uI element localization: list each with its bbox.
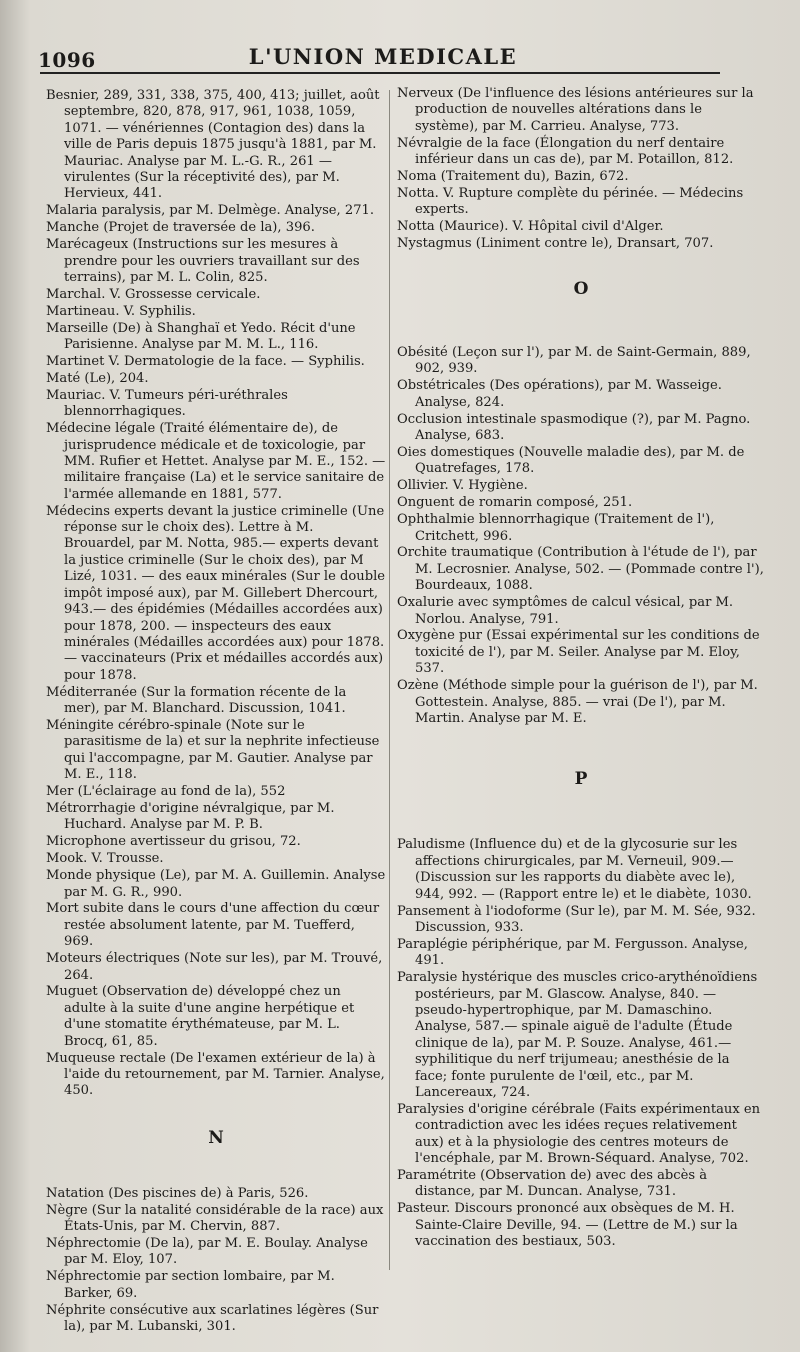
index-entry: Ollivier. V. Hygiène. xyxy=(397,478,528,494)
index-entry: Médecine légale (Traité élémentaire de), de jurisprudence médicale et de toxicologie, par MM. Rufier et Hettet. Analyse par M. E., 152. —militaire française (La) et le service sanitaire de l'armée allemande en 1881, 577. xyxy=(46,421,386,502)
index-entry: Marchal. V. Grossesse cervicale. xyxy=(46,286,261,302)
section-letter-p: P xyxy=(574,769,588,790)
column-divider xyxy=(389,90,390,1270)
index-entries-m xyxy=(46,88,386,1100)
index-entry: Notta. V. Rupture complète du périnée. — Médecins experts. xyxy=(397,185,744,218)
index-entry: Néphrectomie (De la), par M. E. Boulay. Analyse par M. Eloy, 107. xyxy=(46,1236,368,1268)
index-entry: Mauriac. V. Tumeurs péri-uréthrales blennorrhagiques. xyxy=(46,387,288,420)
index-entry: Oxalurie avec symptômes de calcul vésical, par M. Norlou. Analyse, 791. xyxy=(397,595,734,627)
index-entry: Méningite cérébro-spinale (Note sur le parasitisme de la) et sur la nephrite infectieuse qui l'accompagne, par M. Gautier. Analyse par M. E., 118. xyxy=(46,717,380,783)
index-entry: Noma (Traitement du), Bazin, 672. xyxy=(397,169,629,185)
index-entry: Besnier, 289, 331, 338, 375, 400, 413; juillet, août septembre, 820, 878, 917, 961, 1038, 1059, 1071. — vénériennes (Contagion des) dans la ville de Paris depuis 1875 jusqu'à 1881, par M. Mauriac. Analyse par M. L.-G. R., 261 — virulentes (Sur la réceptivité des), par M. Hervieux, 441. xyxy=(46,88,380,202)
index-entry: Muguet (Observation de) développé chez un adulte à la suite d'une angine herpétique et d'une stomatite érythémateuse, par M. L. Brocq, 61, 85. xyxy=(46,984,355,1049)
index-entry: Paralysies d'origine cérébrale (Faits expérimentaux en contradiction avec les idées reçues relativement aux) et à la physiologie des centres moteurs de l'encéphale, par M. Brown-Séquard. Analyse, 702. xyxy=(397,1101,761,1167)
index-entry: Métrorrhagie d'origine névralgique, par M. Huchard. Analyse par M. P. B. xyxy=(46,800,335,833)
index-entries-n xyxy=(46,1186,386,1336)
index-entry: Orchite traumatique (Contribution à l'étude de l'), par M. Lecrosnier. Analyse, 502. — (Pommade contre l'), Bourdeaux, 1088. xyxy=(397,545,764,594)
running-title: L'UNION MEDICALE xyxy=(248,44,518,69)
index-entry: Monde physique (Le), par M. A. Guillemin. Analyse par M. G. R., 990. xyxy=(46,868,386,900)
left-column xyxy=(46,88,386,1336)
index-entry: Obésité (Leçon sur l'), par M. de Saint-Germain, 889, 902, 939. xyxy=(397,345,751,377)
section-letter-o: O xyxy=(573,279,589,300)
index-entries-n-cont xyxy=(397,86,765,253)
index-entry: Onguent de romarin composé, 251. xyxy=(397,495,633,511)
index-entry: Mer (L'éclairage au fond de la), 552 xyxy=(46,784,286,800)
index-entry: Moteurs électriques (Note sur les), par M. Trouvé, 264. xyxy=(46,951,383,983)
index-entry: Néphrectomie par section lombaire, par M. Barker, 69. xyxy=(46,1269,335,1301)
page-number: 1096 xyxy=(38,48,96,72)
index-entry: Notta (Maurice). V. Hôpital civil d'Alger. xyxy=(397,219,664,235)
index-entry: Oies domestiques (Nouvelle maladie des), par M. de Quatrefages, 178. xyxy=(397,445,745,477)
index-entries-o xyxy=(397,345,765,727)
index-entry: Pansement à l'iodoforme (Sur le), par M. M. Sée, 932. Discussion, 933. xyxy=(397,903,756,935)
index-entry: Nègre (Sur la natalité considérable de la race) aux États-Unis, par M. Chervin, 887. xyxy=(46,1202,384,1235)
index-entry: Méditerranée (Sur la formation récente de la mer), par M. Blanchard. Discussion, 1041. xyxy=(46,684,347,717)
index-entry: Oxygène pur (Essai expérimental sur les conditions de toxicité de l'), par M. Seiler. Analyse par M. Eloy, 537. xyxy=(397,628,760,677)
index-entry: Néphrite consécutive aux scarlatines légères (Sur la), par M. Lubanski, 301. xyxy=(46,1302,379,1335)
index-entry: Ophthalmie blennorrhagique (Traitement de l'), Critchett, 996. xyxy=(397,512,715,544)
index-entry: Médecins experts devant la justice criminelle (Une réponse sur le choix des). Lettre à M. Brouardel, par M. Notta, 985.— experts devant la justice criminelle (Sur le choix des), par M Lizé, 1031. — des eaux minérales (Sur le double impôt imposé aux), par M. Gillebert Dhercourt, 943.— des épidémies (Médailles accordées aux) pour 1878, 200. — inspecteurs des eaux minérales (Médailles accordées aux) pour 1878. — vaccinateurs (Prix et médailles accordés aux) pour 1878. xyxy=(46,503,386,683)
header-rule xyxy=(40,72,720,74)
index-entry: Nerveux (De l'influence des lésions antérieures sur la production de nouvelles altérations dans le système), par M. Carrieu. Analyse, 773. xyxy=(397,86,754,134)
index-entry: Paralysie hystérique des muscles crico-arythénoïdiens postérieurs, par M. Glascow. Analyse, 840. — pseudo-hypertrophique, par M. Damaschino. Analyse, 587.— spinale aiguë de l'adulte (Étude clinique de la), par M. P. Souze. Analyse, 461.—syphilitique du nerf trijumeau; anesthésie de la face; fonte purulente de l'œil, etc., par M. Lancereaux, 724. xyxy=(397,970,758,1100)
index-entry: Muqueuse rectale (De l'examen extérieur de la) à l'aide du retournement, par M. Tarnier. Analyse, 450. xyxy=(46,1050,385,1099)
index-entry: Paramétrite (Observation de) avec des abcès à distance, par M. Duncan. Analyse, 731. xyxy=(397,1168,708,1200)
index-entries-p xyxy=(397,837,765,1250)
section-letter-n: N xyxy=(208,1127,224,1148)
index-entry: Occlusion intestinale spasmodique (?), par M. Pagno. Analyse, 683. xyxy=(397,411,751,444)
index-entry: Ozène (Méthode simple pour la guérison de l'), par M. Gottestein. Analyse, 885. — vrai (De l'), par M. Martin. Analyse par M. E. xyxy=(397,678,758,726)
index-entry: Mook. V. Trousse. xyxy=(46,851,164,867)
index-entry: Névralgie de la face (Élongation du nerf dentaire inférieur dans un cas de), par M. Potaillon, 812. xyxy=(397,135,734,168)
index-entry: Microphone avertisseur du grisou, 72. xyxy=(46,834,301,850)
index-entry: Marécageux (Instructions sur les mesures à prendre pour les ouvriers travaillant sur des terrains), par M. L. Colin, 825. xyxy=(46,237,360,285)
index-entry: Maté (Le), 204. xyxy=(46,370,149,386)
index-entry: Obstétricales (Des opérations), par M. Wasseige. Analyse, 824. xyxy=(397,378,722,410)
right-column xyxy=(397,86,765,1251)
index-entry: Natation (Des piscines de) à Paris, 526. xyxy=(46,1185,309,1201)
index-entry: Malaria paralysis, par M. Delmège. Analyse, 271. xyxy=(46,203,375,219)
index-entry: Paludisme (Influence du) et de la glycosurie sur les affections chirurgicales, par M. Verneuil, 909.— (Discussion sur les rapports du diabète avec le), 944, 992. — (Rapport entre le) et le diabète, 1030. xyxy=(397,837,752,902)
index-entry: Martineau. V. Syphilis. xyxy=(46,303,196,319)
index-entry: Marseille (De) à Shanghaï et Yedo. Récit d'une Parisienne. Analyse par M. M. L., 116. xyxy=(46,320,356,353)
index-entry: Mort subite dans le cours d'une affection du cœur restée absolument latente, par M. Tuefferd, 969. xyxy=(46,901,380,950)
index-entry: Martinet V. Dermatologie de la face. — Syphilis. xyxy=(46,354,365,369)
index-entry: Paraplégie périphérique, par M. Fergusson. Analyse, 491. xyxy=(397,936,748,969)
index-entry: Manche (Projet de traversée de la), 396. xyxy=(46,220,315,236)
page-header xyxy=(38,40,728,74)
index-entry: Nystagmus (Liniment contre le), Dransart, 707. xyxy=(397,236,714,252)
index-entry: Pasteur. Discours prononcé aux obsèques de M. H. Sainte-Claire Deville, 94. — (Lettre de M.) sur la vaccination des bestiaux, 503. xyxy=(397,1201,738,1250)
